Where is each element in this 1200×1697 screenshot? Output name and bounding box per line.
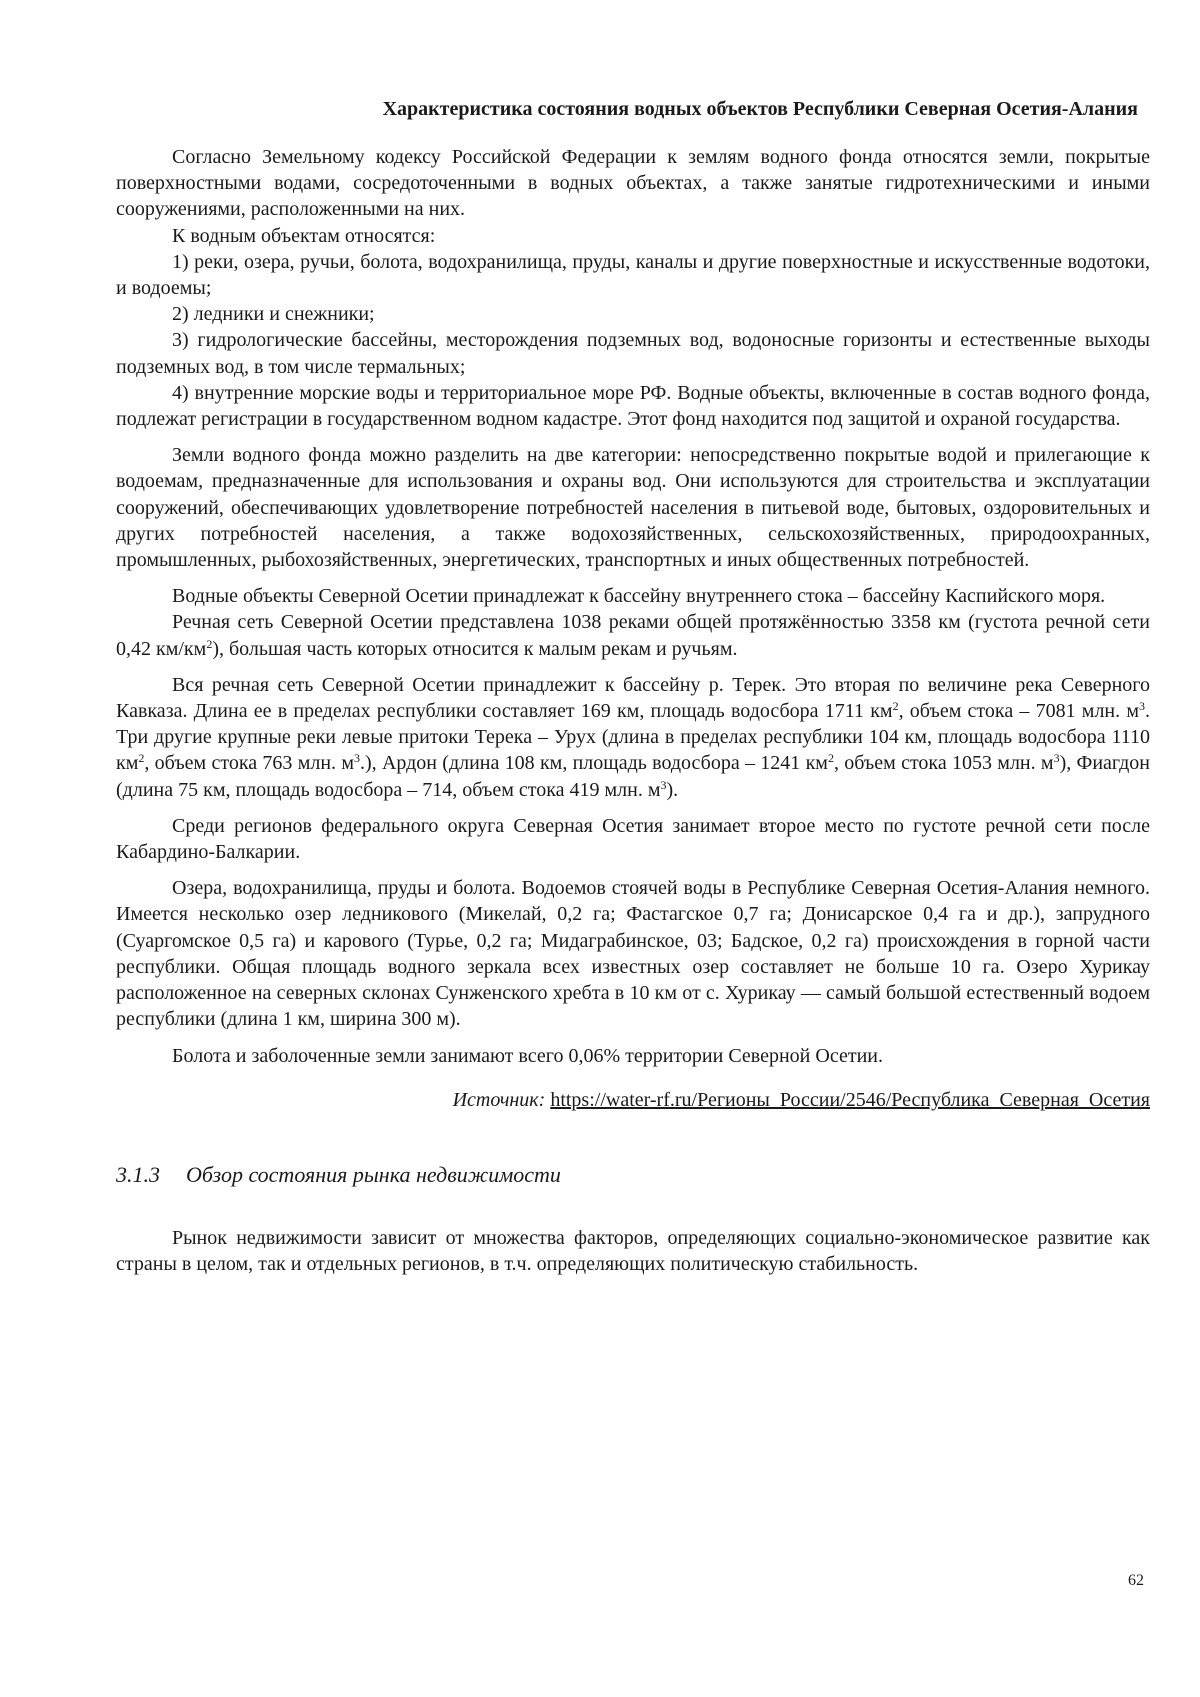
list-item: 4) внутренние морские воды и территориальное море РФ. Водные объекты, включенные в состав водного фонда, подлежат регистрации в государственном водном кадастре. Этот фонд находится под защитой и охраной государства. [116,381,1150,431]
categories-paragraph: Земли водного фонда можно разделить на две категории: непосредственно покрытые водой и прилегающие к водоемам, предназначенные для использования и охраны вод. Они используются для строительства и эксплуатации сооружений, обеспечивающих удовлетворение потребностей населения в питьевой воде, бытовых, оздоровительных и других потребностей населения, а также водохозяйственных, сельскохозяйственных, природоохранных, промышленных, рыбохозяйственных, энергетических, транспортных и иных общественных потребностей. [116,444,1150,572]
swamps-paragraph: Болота и заболоченные земли занимают всего 0,06% территории Северной Осетии. [172,1044,883,1067]
rank-paragraph: Среди регионов федерального округа Северная Осетия занимает второе место по густоте речной сети после Кабардино-Балкарии. [116,814,1150,864]
list-item: 1) реки, озера, ручьи, болота, водохранилища, пруды, каналы и другие поверхностные и искусственные водотоки, и водоемы; [116,250,1150,300]
basin-paragraph: Водные объекты Северной Осетии принадлежат к бассейну внутреннего стока – бассейну Каспийского моря. [172,585,1106,608]
list-item: 2) ледники и снежники; [172,303,375,326]
intro-paragraph: Согласно Земельному кодексу Российской Федерации к землям водного фонда относятся земли, покрытые поверхностными водами, сосредоточенными в водных объектах, а также занятые гидротехническими и иными сооружениями, расположенными на них. [116,146,1150,221]
source-line [116,1087,1150,1113]
section-heading [116,1161,1150,1189]
document-title: Характеристика состояния водных объектов Республики Северная Осетия-Алания [382,98,1138,120]
document-page [116,96,1150,1277]
terek-paragraph: Вся речная сеть Северной Осетии принадлежит к бассейну р. Терек. Это вторая по величине река Северного Кавказа. Длина ее в пределах республики составляет 169 км, площадь водосбора 1711 $км^2$, объем стока – 7081 млн. $м^3$. Три другие крупные реки левые притоки Терека – Урух (длина в пределах республики 104 км, площадь водосбора 1110 $км^2$, объем стока 763 млн. $м^3$.), Ардон (длина 108 км, площадь водосбора – 1241 $км^2$, объем стока 1053 млн. $м^3$), Фиагдон (длина 75 км, площадь водосбора – 714, объем стока 419 млн. $м^3$). [116,673,1150,801]
water-objects-list [116,249,1150,432]
list-item: 3) гидрологические бассейны, месторождения подземных вод, водоносные горизонты и естественные выходы подземных вод, в том числе термальных; [116,329,1150,378]
source-link[interactable]: https://water-rf.ru/Регионы_России/2546/Республика_Северная_Осетия [550,1088,1150,1111]
lakes-paragraph: Озера, водохранилища, пруды и болота. Водоемов стоячей воды в Республике Северная Осетия-Алания немного. Имеется несколько озер ледникового (Микелай, 0,2 га; Фастагское 0,7 га; Донисарское 0,4 га и др.), запрудного (Суаргомское 0,5 га) и карового (Турье, 0,2 га; Мидаграбинское, 03; Бадское, 0,2 га) происхождения в горной части республики. Общая площадь водного зеркала всех известных озер составляет не больше 10 га. Озеро Хурикау расположенное на северных склонах Сунженского хребта в 10 км от с. Хурикау — самый большой естественный водоем республики (длина 1 км, ширина 300 м). [116,877,1150,1031]
river-network-paragraph: Речная сеть Северной Осетии представлена 1038 реками общей протяжённостью 3358 км (густота речной сети 0,42 $км/км^2$), большая часть которых относится к малым рекам и ручьям. [116,611,1150,660]
source-label: Источник: [452,1088,551,1111]
section-title: Обзор состояния рынка недвижимости [186,1161,561,1187]
page-number: 62 [1128,1572,1144,1589]
list-lead: К водным объектам относятся: [172,224,436,247]
section-paragraph: Рынок недвижимости зависит от множества факторов, определяющих социально-экономическое развитие как страны в целом, так и отдельных регионов, в т.ч. определяющих политическую стабильность. [116,1226,1150,1275]
section-number: 3.1.3 [116,1161,160,1187]
